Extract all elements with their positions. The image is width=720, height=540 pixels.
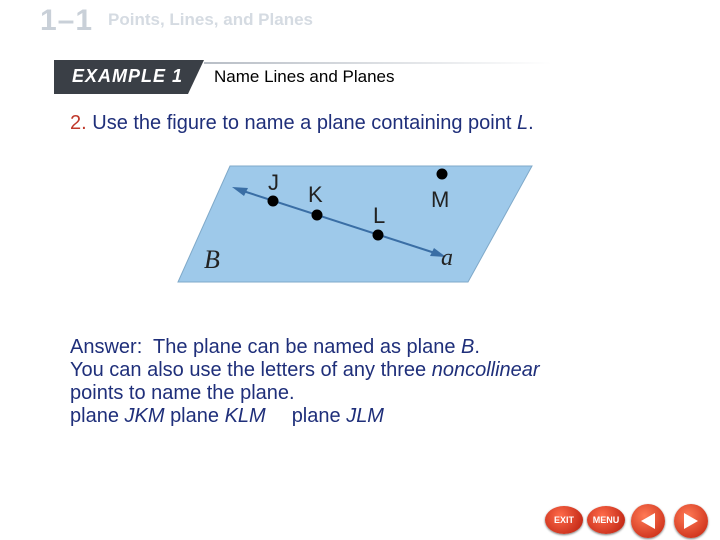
point-l-label: L (373, 203, 386, 228)
menu-button[interactable] (587, 504, 625, 534)
answer-label: Answer: (70, 336, 143, 358)
exit-button-label[interactable]: EXIT (545, 506, 583, 534)
plane-name-2-word: plane (170, 405, 225, 427)
plane-b-label: B (204, 245, 220, 274)
question-number: 2. (70, 112, 87, 134)
lesson-title: Points, Lines, and Planes (108, 10, 313, 29)
question-body: Use the figure to name a plane containing point (86, 112, 517, 134)
next-button[interactable] (674, 504, 708, 538)
exit-button[interactable] (545, 504, 583, 534)
example-title: Name Lines and Planes (214, 67, 395, 86)
point-j (268, 196, 279, 207)
answer-text-2: You can also use the letters of any three (70, 359, 432, 381)
question-end: . (528, 112, 534, 134)
plane-name-1-word: plane (70, 405, 125, 427)
question-text (70, 112, 534, 135)
plane-figure (170, 160, 540, 290)
example-header-divider (204, 62, 552, 64)
answer-line-4 (70, 405, 670, 428)
lesson-number: 1–1 (40, 4, 94, 37)
menu-button-label[interactable]: MENU (587, 506, 625, 534)
point-k-label: K (308, 182, 323, 207)
answer-text-1: The plane can be named as plane (142, 336, 461, 358)
plane-name-3-word: plane (291, 405, 347, 427)
plane-name-1: JKM (124, 405, 165, 427)
point-j-label: J (268, 170, 279, 195)
answer-block (70, 336, 670, 428)
answer-line-3: points to name the plane. (70, 382, 295, 404)
triangle-left-icon[interactable] (631, 504, 665, 538)
plane-b-shape (178, 166, 532, 282)
triangle-right-icon[interactable] (674, 504, 708, 538)
point-k (312, 210, 323, 221)
point-m-label: M (431, 187, 450, 212)
answer-line-2 (70, 359, 670, 382)
example-header (54, 60, 552, 94)
plane-name-3: JLM (346, 405, 384, 427)
answer-plane-b: B (461, 336, 475, 358)
line-a-label: a (441, 245, 453, 271)
point-m (437, 169, 448, 180)
answer-noncollinear: noncollinear (431, 359, 540, 381)
plane-name-2: KLM (224, 405, 266, 427)
answer-line-1-end: . (474, 336, 480, 358)
previous-button[interactable] (631, 504, 665, 538)
example-tab-label: EXAMPLE 1 (72, 66, 184, 86)
question-point: L (516, 112, 529, 134)
point-l (373, 230, 384, 241)
answer-line-1 (70, 336, 670, 359)
